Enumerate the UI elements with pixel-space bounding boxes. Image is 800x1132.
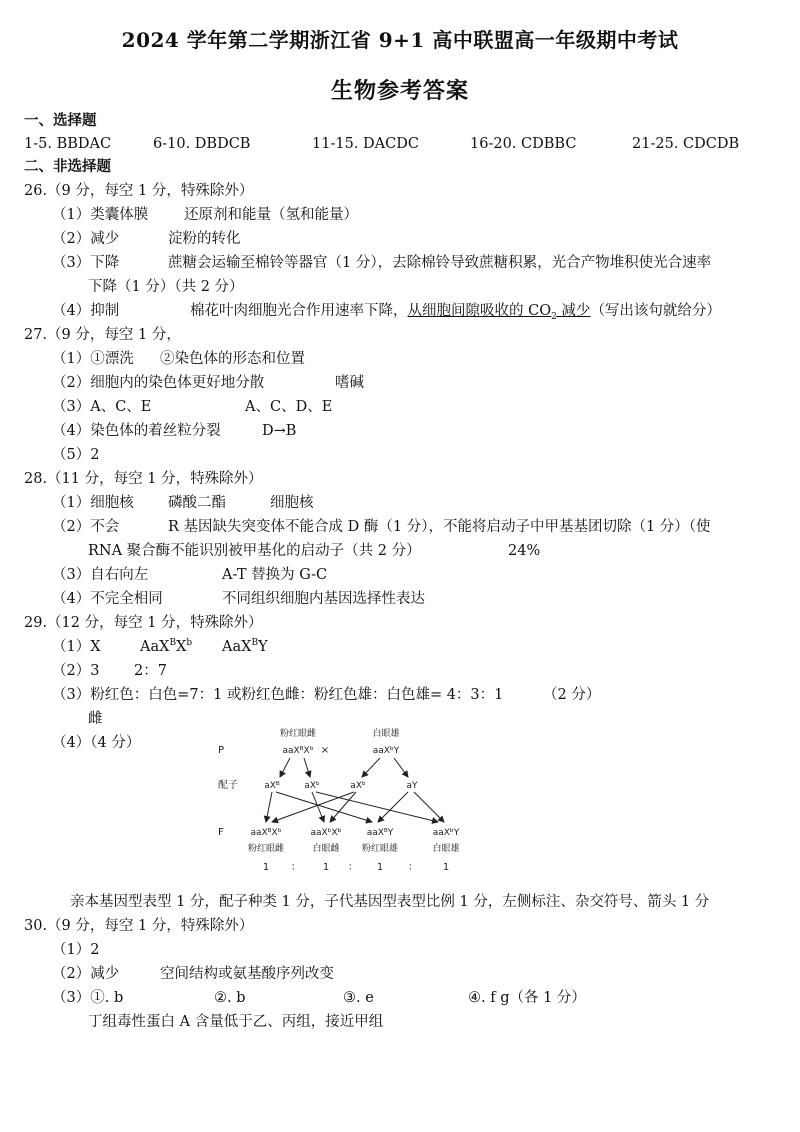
q27-p4-b: D→B: [262, 423, 297, 439]
q26-p1: （1）类囊体膜: [52, 207, 149, 223]
q28-p3-b: A-T 替换为 G-C: [222, 567, 328, 583]
q30-head: 30.（9 分，每空 1 分，特殊除外）: [24, 918, 254, 934]
offspring-1-genotype: aaXᴮXᵇ: [250, 828, 282, 838]
ratio-sep: ：: [408, 862, 418, 873]
q26-p3-c: 下降（1 分）（共 2 分）: [88, 279, 244, 295]
ratio-sep: ：: [291, 862, 301, 873]
q30-p3-c: ③. e: [343, 990, 374, 1006]
q28-p3: （3）自右向左: [52, 567, 149, 583]
label-gamete: 配子: [218, 780, 238, 791]
parent1-phenotype: 粉红眼雌: [279, 729, 317, 739]
q29-p1-genotype-female: $AaX^BX^b$: [140, 638, 193, 655]
label-f: F: [218, 827, 224, 838]
gamete-2: aXᵇ: [304, 781, 320, 791]
q30-p3-e: 丁组毒性蛋白 A 含量低于乙、丙组，接近甲组: [88, 1014, 384, 1030]
gamete-1: aXᴮ: [264, 781, 280, 791]
q26-head: 26.（9 分，每空 1 分，特殊除外）: [24, 183, 254, 199]
page-subtitle: 生物参考答案: [330, 78, 469, 104]
ratio-4: 1: [442, 862, 450, 873]
q26-p3-b: 蔗糖会运输至棉铃等器官（1 分），去除棉铃导致蔗糖积累，光合产物堆积使光合速率: [168, 255, 712, 271]
q30-p1: （1）2: [52, 942, 100, 958]
q28-p2-b: R 基因缺失突变体不能合成 D 酶（1 分），不能将启动子中甲基基团切除（1 分）（使: [168, 519, 711, 535]
arrow: [276, 792, 372, 822]
ratio-sep: ：: [348, 862, 358, 873]
q30-p3-b: ②. b: [214, 990, 246, 1006]
choice-group: 16-20. CDBBC: [470, 136, 577, 152]
offspring-3-genotype: aaXᴮY: [366, 828, 394, 838]
q26-p3: （3）下降: [52, 255, 120, 271]
exam-title: 2024 学年第二学期浙江省 9+1 高中联盟高一年级期中考试: [121, 28, 679, 52]
section-heading-choice: 一、选择题: [24, 112, 97, 129]
q27-p2: （2）细胞内的染色体更好地分散: [52, 375, 265, 391]
q27-p3: （3）A、C、E: [52, 399, 152, 415]
offspring-3-phenotype: 粉红眼雄: [361, 844, 399, 854]
choice-group: 6-10. DBDCB: [153, 136, 251, 152]
choice-group: 1-5. BBDAC: [24, 136, 112, 152]
q29-p2: （2）3: [52, 663, 100, 679]
q29-p3-b: （2 分）: [543, 687, 601, 703]
q28-p1-b: 磷酸二酯: [168, 495, 226, 511]
q27-p1-b: ②染色体的形态和位置: [160, 351, 305, 367]
q29-p3: （3）粉红色：白色=7：1 或粉红色雌：粉红色雄：白色雄= 4：3：1: [52, 687, 504, 703]
ratio-1: 1: [262, 862, 270, 873]
q30-p2: （2）减少: [52, 966, 120, 982]
q26-p4: （4）抑制: [52, 303, 120, 319]
q26-p4-b: 棉花叶肉细胞光合作用速率下降，从细胞间隙吸收的 $CO_2$ 减少（写出该句就给分）: [190, 303, 721, 322]
q27-p1: （1）①漂洗: [52, 351, 134, 367]
q28-p2-d: 24%: [508, 543, 541, 559]
q26-p1-b: 还原剂和能量（氢和能量）: [184, 207, 358, 223]
arrow: [272, 792, 354, 822]
q27-p3-b: A、C、D、E: [245, 399, 333, 415]
q30-p3: （3）①. b: [52, 990, 124, 1006]
q28-p2-c: RNA 聚合酶不能识别被甲基化的启动子（共 2 分）: [88, 543, 421, 559]
arrow: [394, 758, 408, 777]
arrow: [378, 792, 408, 822]
genetic-cross-diagram: [200, 722, 500, 882]
choice-group: 21-25. CDCDB: [632, 136, 740, 152]
label-p: P: [218, 745, 225, 756]
q29-p4: （4）（4 分）: [52, 735, 141, 751]
offspring-4-genotype: aaXᵇY: [432, 828, 460, 838]
ratio-3: 1: [376, 862, 384, 873]
q27-p2-b: 嗜碱: [335, 375, 364, 391]
q30-p2-b: 空间结构或氨基酸序列改变: [160, 966, 334, 982]
offspring-2-phenotype: 白眼雌: [312, 844, 340, 854]
q26-p2: （2）减少: [52, 231, 120, 247]
q28-p1: （1）细胞核: [52, 495, 134, 511]
choice-group: 11-15. DACDC: [312, 136, 419, 152]
ratio-2: 1: [322, 862, 330, 873]
q27-head: 27.（9 分，每空 1 分，: [24, 327, 181, 343]
q26-p2-b: 淀粉的转化: [168, 231, 241, 247]
gamete-4: aY: [406, 781, 418, 791]
q28-p4: （4）不完全相同: [52, 591, 163, 607]
q29-scoring-note: 亲本基因型表型 1 分，配子种类 1 分，子代基因型表型比例 1 分，左侧标注、杂交符号、箭头 1 分: [70, 894, 710, 910]
q28-p4-b: 不同组织细胞内基因选择性表达: [222, 591, 425, 607]
q28-p1-c: 细胞核: [270, 495, 314, 511]
q27-p4: （4）染色体的着丝粒分裂: [52, 423, 221, 439]
q29-p1-genotype-male: AaX$^B$Y: [222, 638, 268, 655]
parent2-phenotype: 白眼雄: [372, 729, 400, 739]
parent1-genotype: aaXᴮXᵇ: [282, 746, 314, 756]
arrow: [266, 792, 272, 822]
underlined-key-phrase: 从细胞间隙吸收的 $CO_2$ 减少: [407, 303, 591, 322]
section-heading-nonchoice: 二、非选择题: [24, 158, 111, 175]
q28-p2: （2）不会: [52, 519, 120, 535]
cross-sign: ×: [320, 745, 330, 756]
q29-p3-c: 雌: [88, 711, 103, 727]
offspring-4-phenotype: 白眼雄: [432, 844, 460, 854]
offspring-1-phenotype: 粉红眼雌: [247, 844, 285, 854]
arrow: [280, 758, 290, 777]
q27-p5: （5）2: [52, 447, 100, 463]
q29-p1: （1）X: [52, 639, 101, 655]
arrow: [362, 758, 380, 777]
q28-head: 28.（11 分，每空 1 分，特殊除外）: [24, 471, 263, 487]
gamete-3: aXᵇ: [350, 781, 366, 791]
arrow: [304, 758, 310, 777]
q29-head: 29.（12 分，每空 1 分，特殊除外）: [24, 615, 263, 631]
offspring-2-genotype: aaXᵇXᵇ: [310, 828, 342, 838]
q30-p3-d: ④. f g（各 1 分）: [468, 990, 586, 1006]
q29-p2-b: 2：7: [134, 663, 167, 679]
parent2-genotype: aaXᵇY: [372, 746, 400, 756]
